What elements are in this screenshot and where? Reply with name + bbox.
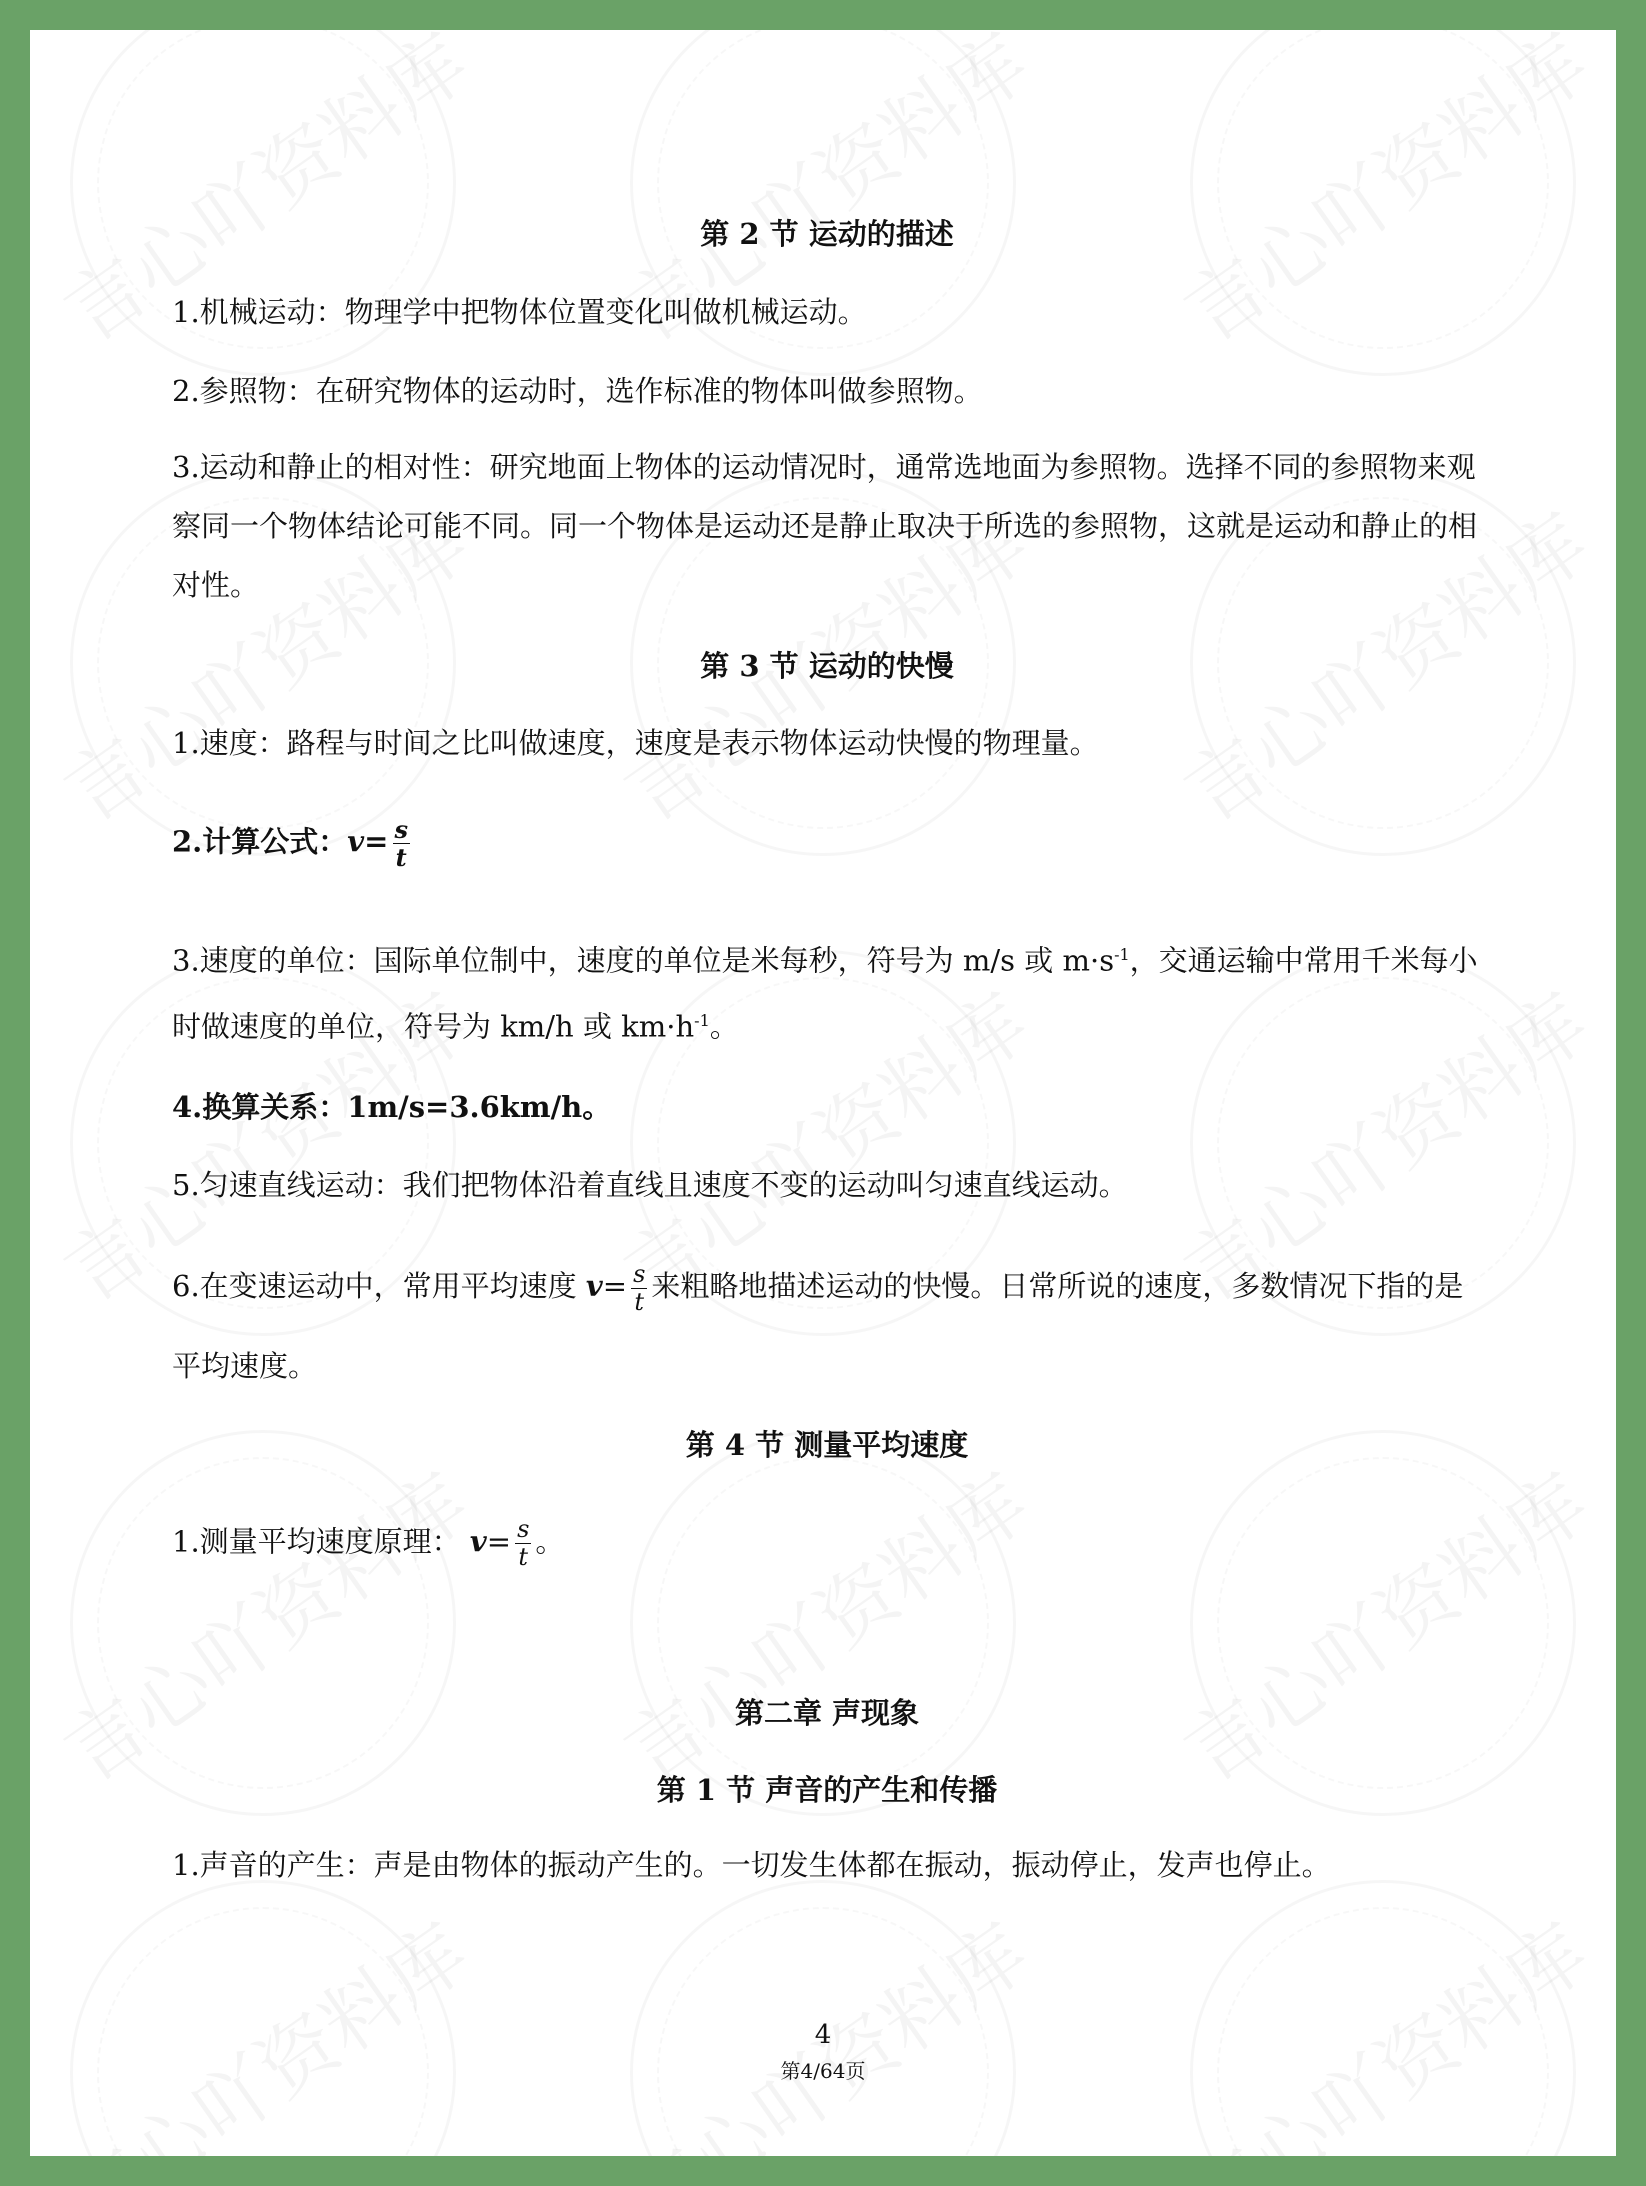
- formula-paragraph: 1.测量平均速度原理： v= $\frac{s}{t}$ 。: [172, 1515, 565, 1571]
- fraction: $\frac{s}{t}$: [517, 1515, 530, 1571]
- section-heading: 第 2 节 运动的描述: [700, 217, 954, 251]
- paragraph: 1.声音的产生：声是由物体的振动产生的。一切发生体都在振动，振动停止，发声也停止。: [172, 1848, 1331, 1882]
- formula-paragraph: 2.计算公式：v= $\frac{s}{t}$: [172, 815, 408, 872]
- page-indicator: 第4/64页: [780, 2059, 866, 2083]
- page-number: 4: [814, 2020, 832, 2050]
- fraction: $\frac{s}{t}$: [633, 1259, 646, 1316]
- paragraph: 3.运动和静止的相对性：研究地面上物体的运动情况时，通常选地面为参照物。选择不同的参照物来观察同一个物体结论可能不同。同一个物体是运动还是静止取决于所选的参照物，这就是运动和静止的相对性。: [172, 450, 1478, 602]
- watermark-seal: [630, 1430, 1016, 1816]
- watermark-seal: [1190, 1430, 1576, 1816]
- watermark-seal: [70, 1430, 456, 1816]
- paragraph: 3.速度的单位：国际单位制中，速度的单位是米每秒，符号为 m/s 或 $m\cdot s^{-1}$，交通运输中常用千米每小时做速度的单位，符号为 km/h 或 $km\cdot h^{-1}$。: [172, 943, 1478, 1044]
- paragraph: 5.匀速直线运动：我们把物体沿着直线且速度不变的运动叫匀速直线运动。: [172, 1168, 1128, 1202]
- fraction: $\frac{s}{t}$: [394, 815, 408, 872]
- section-heading: 第 4 节 测量平均速度: [685, 1428, 969, 1462]
- section-heading: 第 1 节 声音的产生和传播: [656, 1773, 998, 1807]
- paragraph: 6.在变速运动中，常用平均速度 v= $\frac{s}{t}$ 来粗略地描述运动的快慢。日常所说的速度，多数情况下指的是平均速度。: [172, 1259, 1464, 1383]
- watermark-seal: [70, 1880, 456, 2156]
- watermark-seal: [630, 1880, 1016, 2156]
- watermark-seal: [1190, 1880, 1576, 2156]
- section-heading: 第 3 节 运动的快慢: [700, 649, 954, 683]
- paragraph: 2.参照物：在研究物体的运动时，选作标准的物体叫做参照物。: [172, 374, 983, 408]
- paragraph: 1.机械运动：物理学中把物体位置变化叫做机械运动。: [172, 295, 867, 329]
- paragraph: 1.速度：路程与时间之比叫做速度，速度是表示物体运动快慢的物理量。: [172, 726, 1099, 760]
- paragraph: 4.换算关系：1m/s=3.6km/h。: [172, 1090, 612, 1124]
- chapter-heading: 第二章 声现象: [734, 1696, 920, 1730]
- document-page: [30, 30, 1616, 2156]
